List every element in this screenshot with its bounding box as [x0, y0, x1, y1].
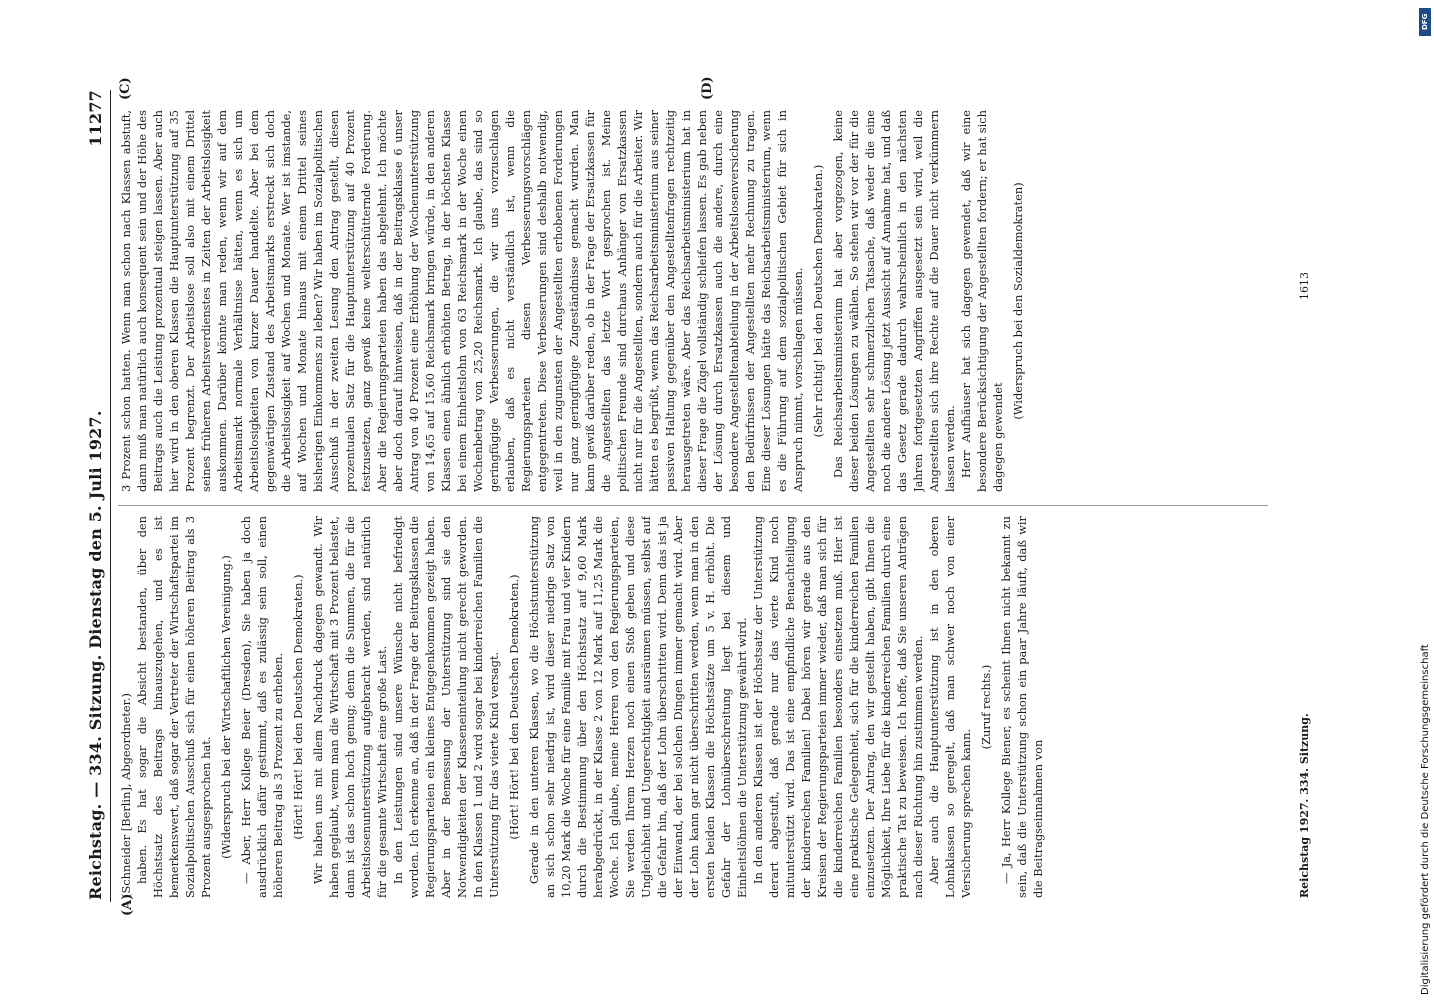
paragraph: — Aber, Herr Kollege Beier (Dresden), Sie haben ja doch ausdrücklich dafür gestimmt, daß es zulässig sein soll, einen höheren Beitrag als 3 Prozent zu erheben. — [239, 516, 285, 898]
interjection: (Widerspruch bei den Sozialdemokraten) — [1011, 182, 1025, 420]
paragraph: Aber auch die Hauptunterstützung ist in den oberen Lohnklassen so geregelt, daß man schwer noch von einer Versicherung sprechen kann. — [927, 516, 973, 898]
paragraph: In den anderen Klassen ist der Höchstsatz der Unterstützung derart abgestuft, daß gerade nur das vierte Kind noch mitunterstützt wird. Das ist eine empfindliche Benachteiligung der kinderreichen Familien! Dabei hören wir gerade aus den Kreisen der Regierungsparteien immer wieder, daß man sich für die kinderreichen Familien besonders einsetzen muß. Hier ist eine praktische Gelegenheit, sich für die kinderreichen Familien einzusetzen. Der Antrag, den wir gestellt haben, gibt Ihnen die Möglichkeit, Ihre Liebe für die kinderreichen Familien durch eine praktische Tat zu beweisen. Ich hoffe, daß Sie unseren Anträgen nach dieser Richtung hin zustimmen werden. — [751, 516, 925, 898]
paragraph: haben. Es hat sogar die Absicht bestanden, über den Höchstsatz des Beitrags hinauszugehen, und es ist bemerkenswert, daß sogar der Vertreter der Wirtschaftspartei im Sozialpolitischen Ausschuß sich für einen höheren Beitrag als 3 Prozent ausgesprochen hat. — [135, 516, 213, 898]
margin-mark-c: (C) — [118, 77, 133, 100]
column-divider — [118, 505, 1268, 506]
interjection: (Hört! Hört! bei den Deutschen Demokraten.) — [291, 574, 305, 840]
dfg-logo: DFG — [1419, 8, 1431, 36]
interjection: (Hört! Hört! bei den Deutschen Demokraten.) — [507, 574, 521, 840]
funding-note: Digitalisierung gefördert durch die Deutsche Forschungsgemeinschaft — [1420, 644, 1431, 995]
paragraph: 3 Prozent schon hatten. Wenn man schon nach Klassen abstuft, dann muß man natürlich auch konsequent sein und der Höhe des Beitrags auch die Leistung prozentual steigen lassen. Aber auch hier wird in den oberen Klassen die Hauptunterstützung auf 35 Prozent begrenzt. Der Arbeitslose soll also mit einem Drittel seines früheren Arbeitsverdienstes in Zeiten der Arbeitslosigkeit auskommen. Darüber könnte man reden, wenn wir auf dem Arbeitsmarkt normale Verhältnisse hätten, wenn es sich um Arbeitslosigkeiten von kurzer Dauer handelte. Aber bei dem gegenwärtigen Zustand des Arbeitsmarkts erstreckt sich doch die Arbeitslosigkeit auf Wochen und Monate. Wer ist imstande, auf Wochen und Monate hinaus mit einem Drittel seines bisherigen Einkommens zu leben? Wir haben im Sozialpolitischen Ausschuß in der zweiten Lesung den Antrag gestellt, diesen prozentualen Satz für die Hauptunterstützung auf 40 Prozent festzusetzen, ganz gewiß keine welterschütternde Forderung. Aber die Regierungsparteien haben das abgelehnt. Ich möchte aber doch darauf hinweisen, daß in der Beitragsklasse 6 unser Antrag von 40 Prozent eine Erhöhung der Wochenunterstützung von 14,65 auf 15,60 Reichsmark bringen würde, in den anderen Klassen einen ähnlich erhöhten Betrag, in der höchsten Klasse bei einem Einheitslohn von 63 Reichsmark in der Woche einen Wochenbetrag von 25,20 Reichsmark. Ich glaube, das sind so geringfügige Verbesserungen, die wir uns vorzuschlagen erlauben, daß es nicht verständlich ist, wenn die Regierungsparteien diesen Verbesserungsvorschlägen entgegentreten. Diese Verbesserungen sind deshalb notwendig, weil in den zugunsten der Angestellten erhobenen Forderungen nur ganz geringfügige Zugeständnisse gemacht wurden. Man kann gewiß darüber reden, ob in der Frage der Ersatzkassen für die Angestellten das letzte Wort gesprochen ist. Meine politischen Freunde sind durchaus Anhänger von Ersatzkassen nicht nur für die Angestellten, sondern auch für die Arbeiter. Wir hätten es begrüßt, wenn das Reichsarbeitsministerium aus seiner passiven Haltung gegenüber den Angestelltenfragen rechtzeitig herausgetreten wäre. Aber das Reichsarbeitsministerium hat in dieser Frage die Zügel vollständig schleifen lassen. Es gab neben der Lösung durch Ersatzkassen auch die andere, durch eine besondere Angestelltenabteilung in der Arbeitslosenversicherung den Bedürfnissen der Angestellten mehr Rechnung zu tragen. Eine dieser Lösungen hätte das Reichsarbeitsministerium, wenn es die Führung auf dem sozialpolitischen Gebiet für sich in Anspruch nimmt, vorschlagen müssen. — [119, 110, 805, 492]
interjection: (Zuruf rechts.) — [979, 664, 993, 750]
left-column — [118, 516, 1298, 898]
header-title: Reichstag. — 334. Sitzung. Dienstag den 5. Juli 1927. — [86, 410, 105, 900]
footer-source: Reichstag 1927. 334. Sitzung. — [1298, 713, 1311, 898]
paragraph: In den Leistungen sind unsere Wünsche nicht befriedigt worden. Ich erkenne an, daß in der Frage der Beitragsklassen die Regierungsparteien ein kleines Entgegenkommen gezeigt haben. Aber in der Bemessung der Unterstützung sind sie den Notwendigkeiten der Klasseneinteilung nicht gerecht geworden. In den Klassen 1 und 2 wird sogar bei kinderreichen Familien die Unterstützung für das vierte Kind versagt. — [391, 516, 501, 898]
margin-mark-a: (A) — [120, 893, 135, 916]
header-rule — [110, 90, 111, 902]
page-header — [86, 90, 110, 900]
footer-number: 1613 — [1298, 272, 1311, 300]
paragraph: Gerade in den unteren Klassen, wo die Höchstunterstützung an sich schon sehr niedrig ist, wird dieser niedrige Satz von 10,20 Mark die Woche für eine Familie mit Frau und vier Kindern durch die Bestimmung über den Höchstsatz auf 9,60 Mark herabgedrückt, in der Klasse 2 von 12 Mark auf 11,25 Mark die Woche. Ich glaube, meine Herren von den Regierungsparteien, Sie werden Ihrem Herzen noch einen Stoß geben und diese Ungleichheit und Ungerechtigkeit ausräumen müssen, selbst auf die Gefahr hin, daß der Lohn überschritten wird. Denn das ist ja der Einwand, der bei solchen Dingen immer gemacht wird. Aber der Lohn kann gar nicht überschritten werden, wenn man in den ersten beiden Klassen die Höchstsätze um 5 v. H. erhöht. Die Gefahr der Lohnüberschreitung liegt bei diesem und Einheitslöhnen die Unterstützung gewährt wird. — [527, 516, 749, 898]
paragraph: Wir haben uns mit allem Nachdruck dagegen gewandt. Wir haben geglaubt, wenn man die Wirtschaft mit 3 Prozent belastet, dann ist das schon hoch genug; denn die Summen, die für die Arbeitslosenunterstützung aufgebracht werden, sind natürlich für die gesamte Wirtschaft eine große Last. — [311, 516, 389, 898]
paragraph: Das Reichsarbeitsministerium hat aber vorgezogen, keine dieser beiden Lösungen zu wählen. So stehen wir vor der für die Angestellten sehr schmerzlichen Tatsache, daß weder die eine noch die andere Lösung jetzt Aussicht auf Annahme hat, und daß das Gesetz gerade dadurch wahrscheinlich in den nächsten Jahren fortgesetzten Angriffen ausgesetzt sein wird, weil die Angestellten sich ihre Rechte auf die Dauer nicht verkümmern lassen werden. — [831, 110, 957, 492]
margin-mark-d: (D) — [700, 76, 715, 100]
paragraph: — Ja, Herr Kollege Biener, es scheint Ihnen nicht bekannt zu sein, daß die Unterstützung schon ein paar Jahre läuft, daß wir die Beitragseinnahmen von — [999, 516, 1045, 898]
interjection: (Widerspruch bei der Wirtschaftlichen Vereinigung.) — [219, 555, 233, 859]
interjection: (Sehr richtig! bei den Deutschen Demokraten.) — [811, 164, 825, 438]
speaker-line: (Schneider [Berlin], Abgeordneter.) — [119, 693, 133, 898]
page-number: 11277 — [86, 90, 105, 147]
right-column — [118, 110, 1298, 492]
paragraph: Herr Aufhäuser hat sich dagegen gewendet, daß wir eine besondere Berücksichtigung der Angestellten fordern; er hat sich dagegen gewendet — [959, 110, 1005, 492]
